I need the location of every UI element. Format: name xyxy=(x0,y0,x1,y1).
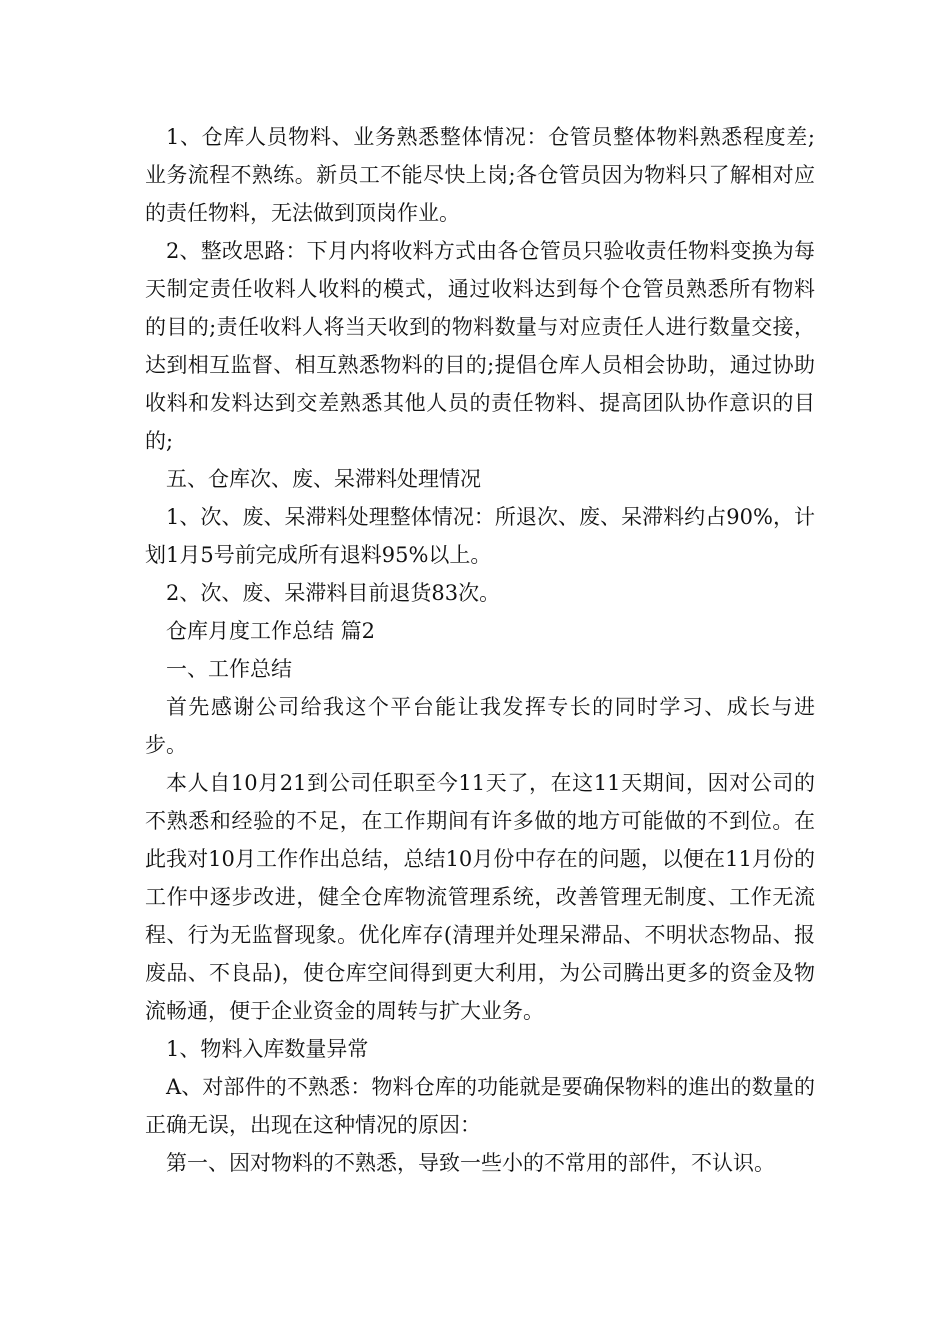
section-heading-defective-material: 五、仓库次、废、呆滞料处理情况 xyxy=(166,467,481,491)
document-body xyxy=(145,118,815,1182)
paragraph-rectification-plan: 2、整改思路：下月内将收料方式由各仓管员只验收责任物料变换为每天制定责任收料人收料的模式，通过收料达到每个仓管员熟悉所有物料的目的;责任收料人将当天收到的物料数量与对应责任人进行数量交接，达到相互监督、相互熟悉物料的目的;提倡仓库人员相会协助，通过协助收料和发料达到交差熟悉其他人员的责任物料、提高团队协作意识的目的; xyxy=(145,239,815,453)
article-title-part-2: 仓库月度工作总结 篇2 xyxy=(166,619,376,643)
paragraph-thanks: 首先感谢公司给我这个平台能让我发挥专长的同时学习、成长与进步。 xyxy=(145,695,815,757)
section-heading-work-summary: 一、工作总结 xyxy=(166,657,292,681)
paragraph-unfamiliar-parts: A、对部件的不熟悉：物料仓库的功能就是要确保物料的進出的数量的正确无误，出现在这种情况的原因： xyxy=(145,1075,815,1137)
paragraph-defective-material-overall: 1、次、废、呆滞料处理整体情况：所退次、废、呆滞料约占90%，计划1月5号前完成所有退料95%以上。 xyxy=(145,505,815,567)
subheading-inbound-quantity-anomaly: 1、物料入库数量异常 xyxy=(166,1037,369,1061)
paragraph-warehouse-staff-familiarity: 1、仓库人员物料、业务熟悉整体情况：仓管员整体物料熟悉程度差;业务流程不熟练。新员工不能尽快上岗;各仓管员因为物料只了解相对应的责任物料，无法做到顶岗作业。 xyxy=(145,125,815,225)
paragraph-self-summary: 本人自10月21到公司任职至今11天了，在这11天期间，因对公司的不熟悉和经验的不足，在工作期间有许多做的地方可能做的不到位。在此我对10月工作作出总结，总结10月份中存在的问题，以便在11月份的工作中逐步改进，健全仓库物流管理系统，改善管理无制度、工作无流程、行为无监督现象。优化库存(清理并处理呆滞品、不明状态物品、报废品、不良品)，使仓库空间得到更大利用，为公司腾出更多的资金及物流畅通，便于企业资金的周转与扩大业务。 xyxy=(145,771,815,1023)
paragraph-returns-count: 2、次、废、呆滞料目前退货83次。 xyxy=(166,581,501,605)
paragraph-first-reason: 第一、因对物料的不熟悉，导致一些小的不常用的部件，不认识。 xyxy=(166,1151,775,1175)
